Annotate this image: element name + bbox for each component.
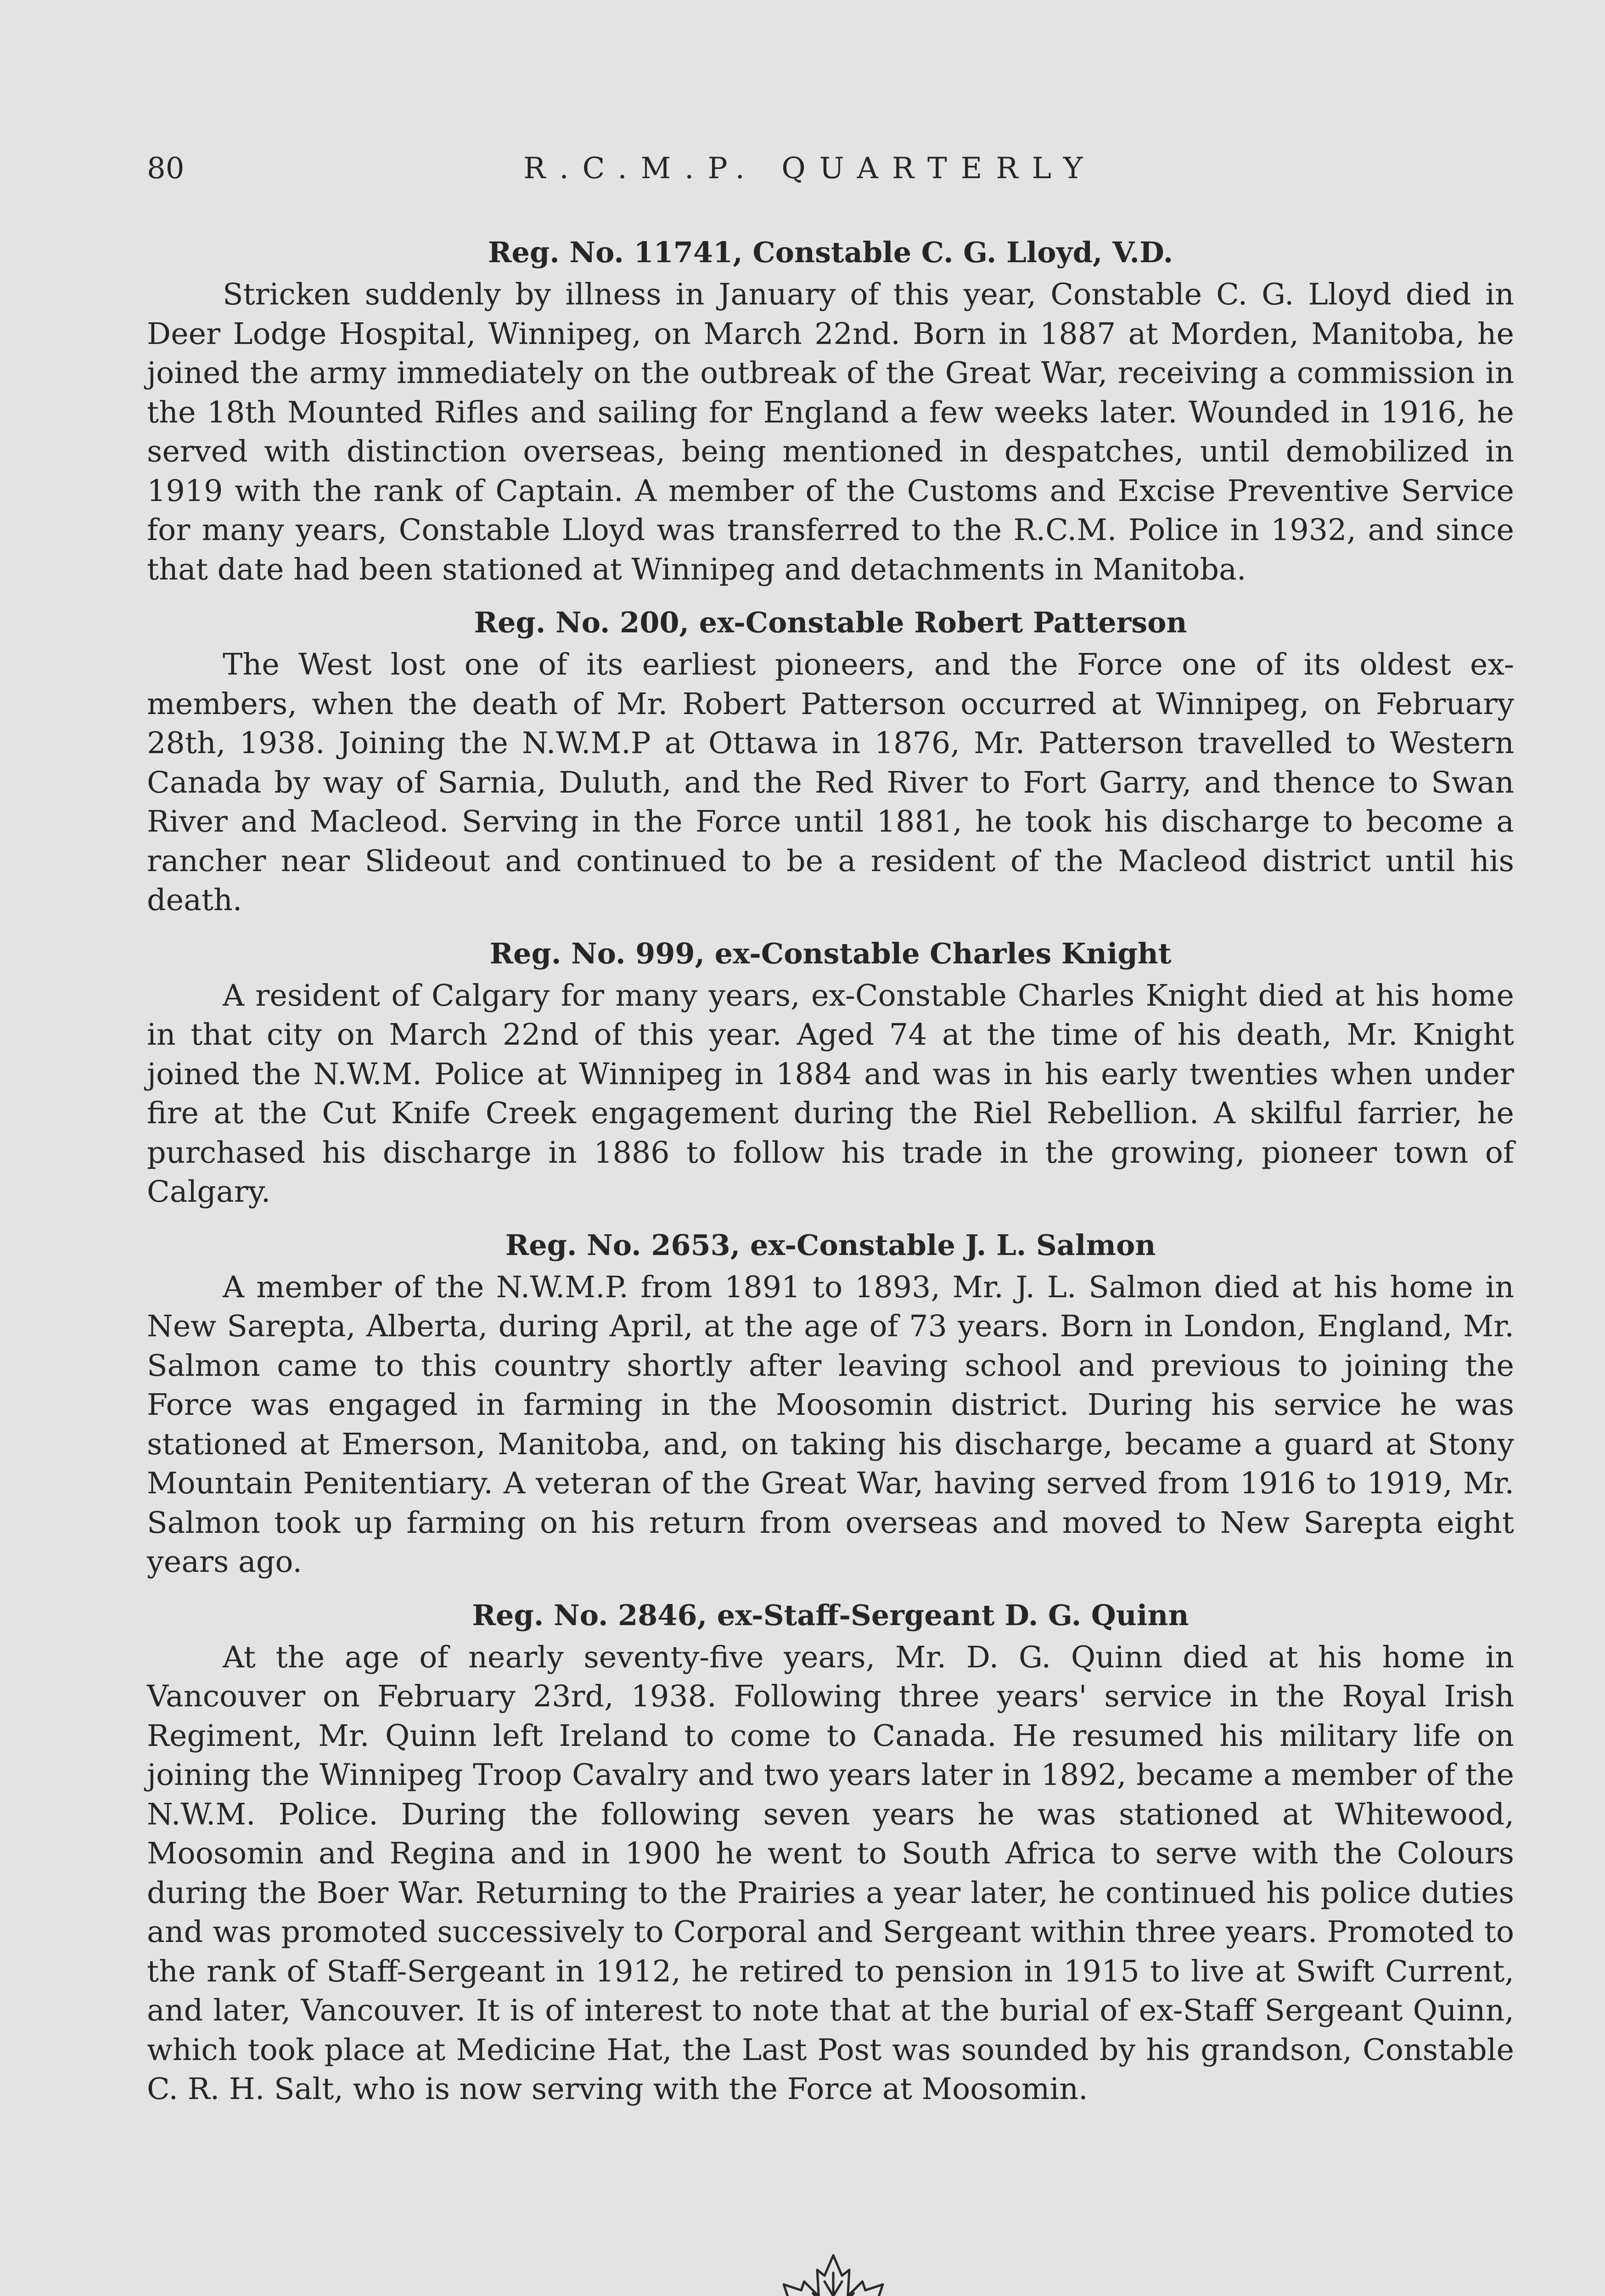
entry-body: Stricken suddenly by illness in January of this year, Constable C. G. Lloyd died in Deer Lodge Hospital, Winnipeg, on March 22nd. Born in 1887 at Morden, Manitoba, he joined the army immediately on the outbreak of the Great War, receiving a commission in the 18th Mounted Rifles and sailing for England a few weeks later. Wounded in 1916, he served with distinction overseas, being mentioned in despatches, until demobilized in 1919 with the rank of Captain. A member of the Customs and Excise Preventive Service for many years, Constable Lloyd was transferred to the R.C.M. Police in 1932, and since that date had been stationed at Winnipeg and detachments in Manitoba.	[147, 277, 1514, 587]
entry-body: A resident of Calgary for many years, ex-Constable Charles Knight died at his home in that city on March 22nd of this year. Aged 74 at the time of his death, Mr. Knight joined the N.W.M. Police at Winnipeg in 1884 and was in his early twenties when under fire at the Cut Knife Creek engagement during the Riel Rebellion. A skilful farrier, he purchased his discharge in 1886 to follow his trade in the growing, pioneer town of Calgary.	[147, 978, 1514, 1209]
maple-leaf-icon	[760, 2252, 907, 2296]
entry-body: The West lost one of its earliest pioneers, and the Force one of its oldest ex-members, when the death of Mr. Robert Patterson occurred at Winnipeg, on February 28th, 1938. Joining the N.W.M.P at Ottawa in 1876, Mr. Patterson travelled to Western Canada by way of Sarnia, Duluth, and the Red River to Fort Garry, and thence to Swan River and Macleod. Serving in the Force until 1881, he took his discharge to become a rancher near Slideout and continued to be a resident of the Macleod district until his death.	[147, 647, 1514, 917]
obituary-entry	[147, 933, 1514, 1212]
obituary-entry	[147, 1225, 1514, 1582]
entry-heading: Reg. No. 200, ex-Constable Robert Patterson	[474, 606, 1187, 639]
entry-body: A member of the N.W.M.P. from 1891 to 1893, Mr. J. L. Salmon died at his home in New Sarepta, Alberta, during April, at the age of 73 years. Born in London, England, Mr. Salmon came to this country shortly after leaving school and previous to joining the Force was engaged in farming in the Moosomin district. During his service he was stationed at Emerson, Manitoba, and, on taking his discharge, became a guard at Stony Mountain Penitentiary. A veteran of the Great War, having served from 1916 to 1919, Mr. Salmon took up farming on his return from overseas and moved to New Sarepta eight years ago.	[147, 1270, 1514, 1579]
entry-heading: Reg. No. 2846, ex-Staff-Sergeant D. G. Quinn	[472, 1598, 1189, 1632]
journal-title: R.C.M.P. QUARTERLY	[523, 152, 1097, 186]
obituary-entry	[147, 1595, 1514, 2109]
entry-heading: Reg. No. 2653, ex-Constable J. L. Salmon	[505, 1228, 1156, 1262]
obituary-entry	[147, 232, 1514, 589]
entry-body: At the age of nearly seventy-five years, Mr. D. G. Quinn died at his home in Vancouver on February 23rd, 1938. Following three years' service in the Royal Irish Regiment, Mr. Quinn left Ireland to come to Canada. He resumed his military life on joining the Winnipeg Troop Cavalry and two years later in 1892, became a member of the N.W.M. Police. During the following seven years he was stationed at Whitewood, Moosomin and Regina and in 1900 he went to South Africa to serve with the Colours during the Boer War. Returning to the Prairies a year later, he continued his police duties and was promoted successively to Corporal and Sergeant within three years. Promoted to the rank of Staff-Sergeant in 1912, he retired to pension in 1915 to live at Swift Current, and later, Vancouver. It is of interest to note that at the burial of ex-Staff Sergeant Quinn, which took place at Medicine Hat, the Last Post was sounded by his grandson, Constable C. R. H. Salt, who is now serving with the Force at Moosomin.	[147, 1640, 1514, 2106]
entry-heading: Reg. No. 999, ex-Constable Charles Knight	[489, 936, 1172, 970]
page-header	[147, 143, 1522, 194]
entry-heading: Reg. No. 11741, Constable C. G. Lloyd, V.D.	[488, 236, 1173, 269]
obituary-entry	[147, 602, 1514, 920]
obituary-list	[147, 232, 1514, 2122]
page-number: 80	[147, 152, 185, 186]
